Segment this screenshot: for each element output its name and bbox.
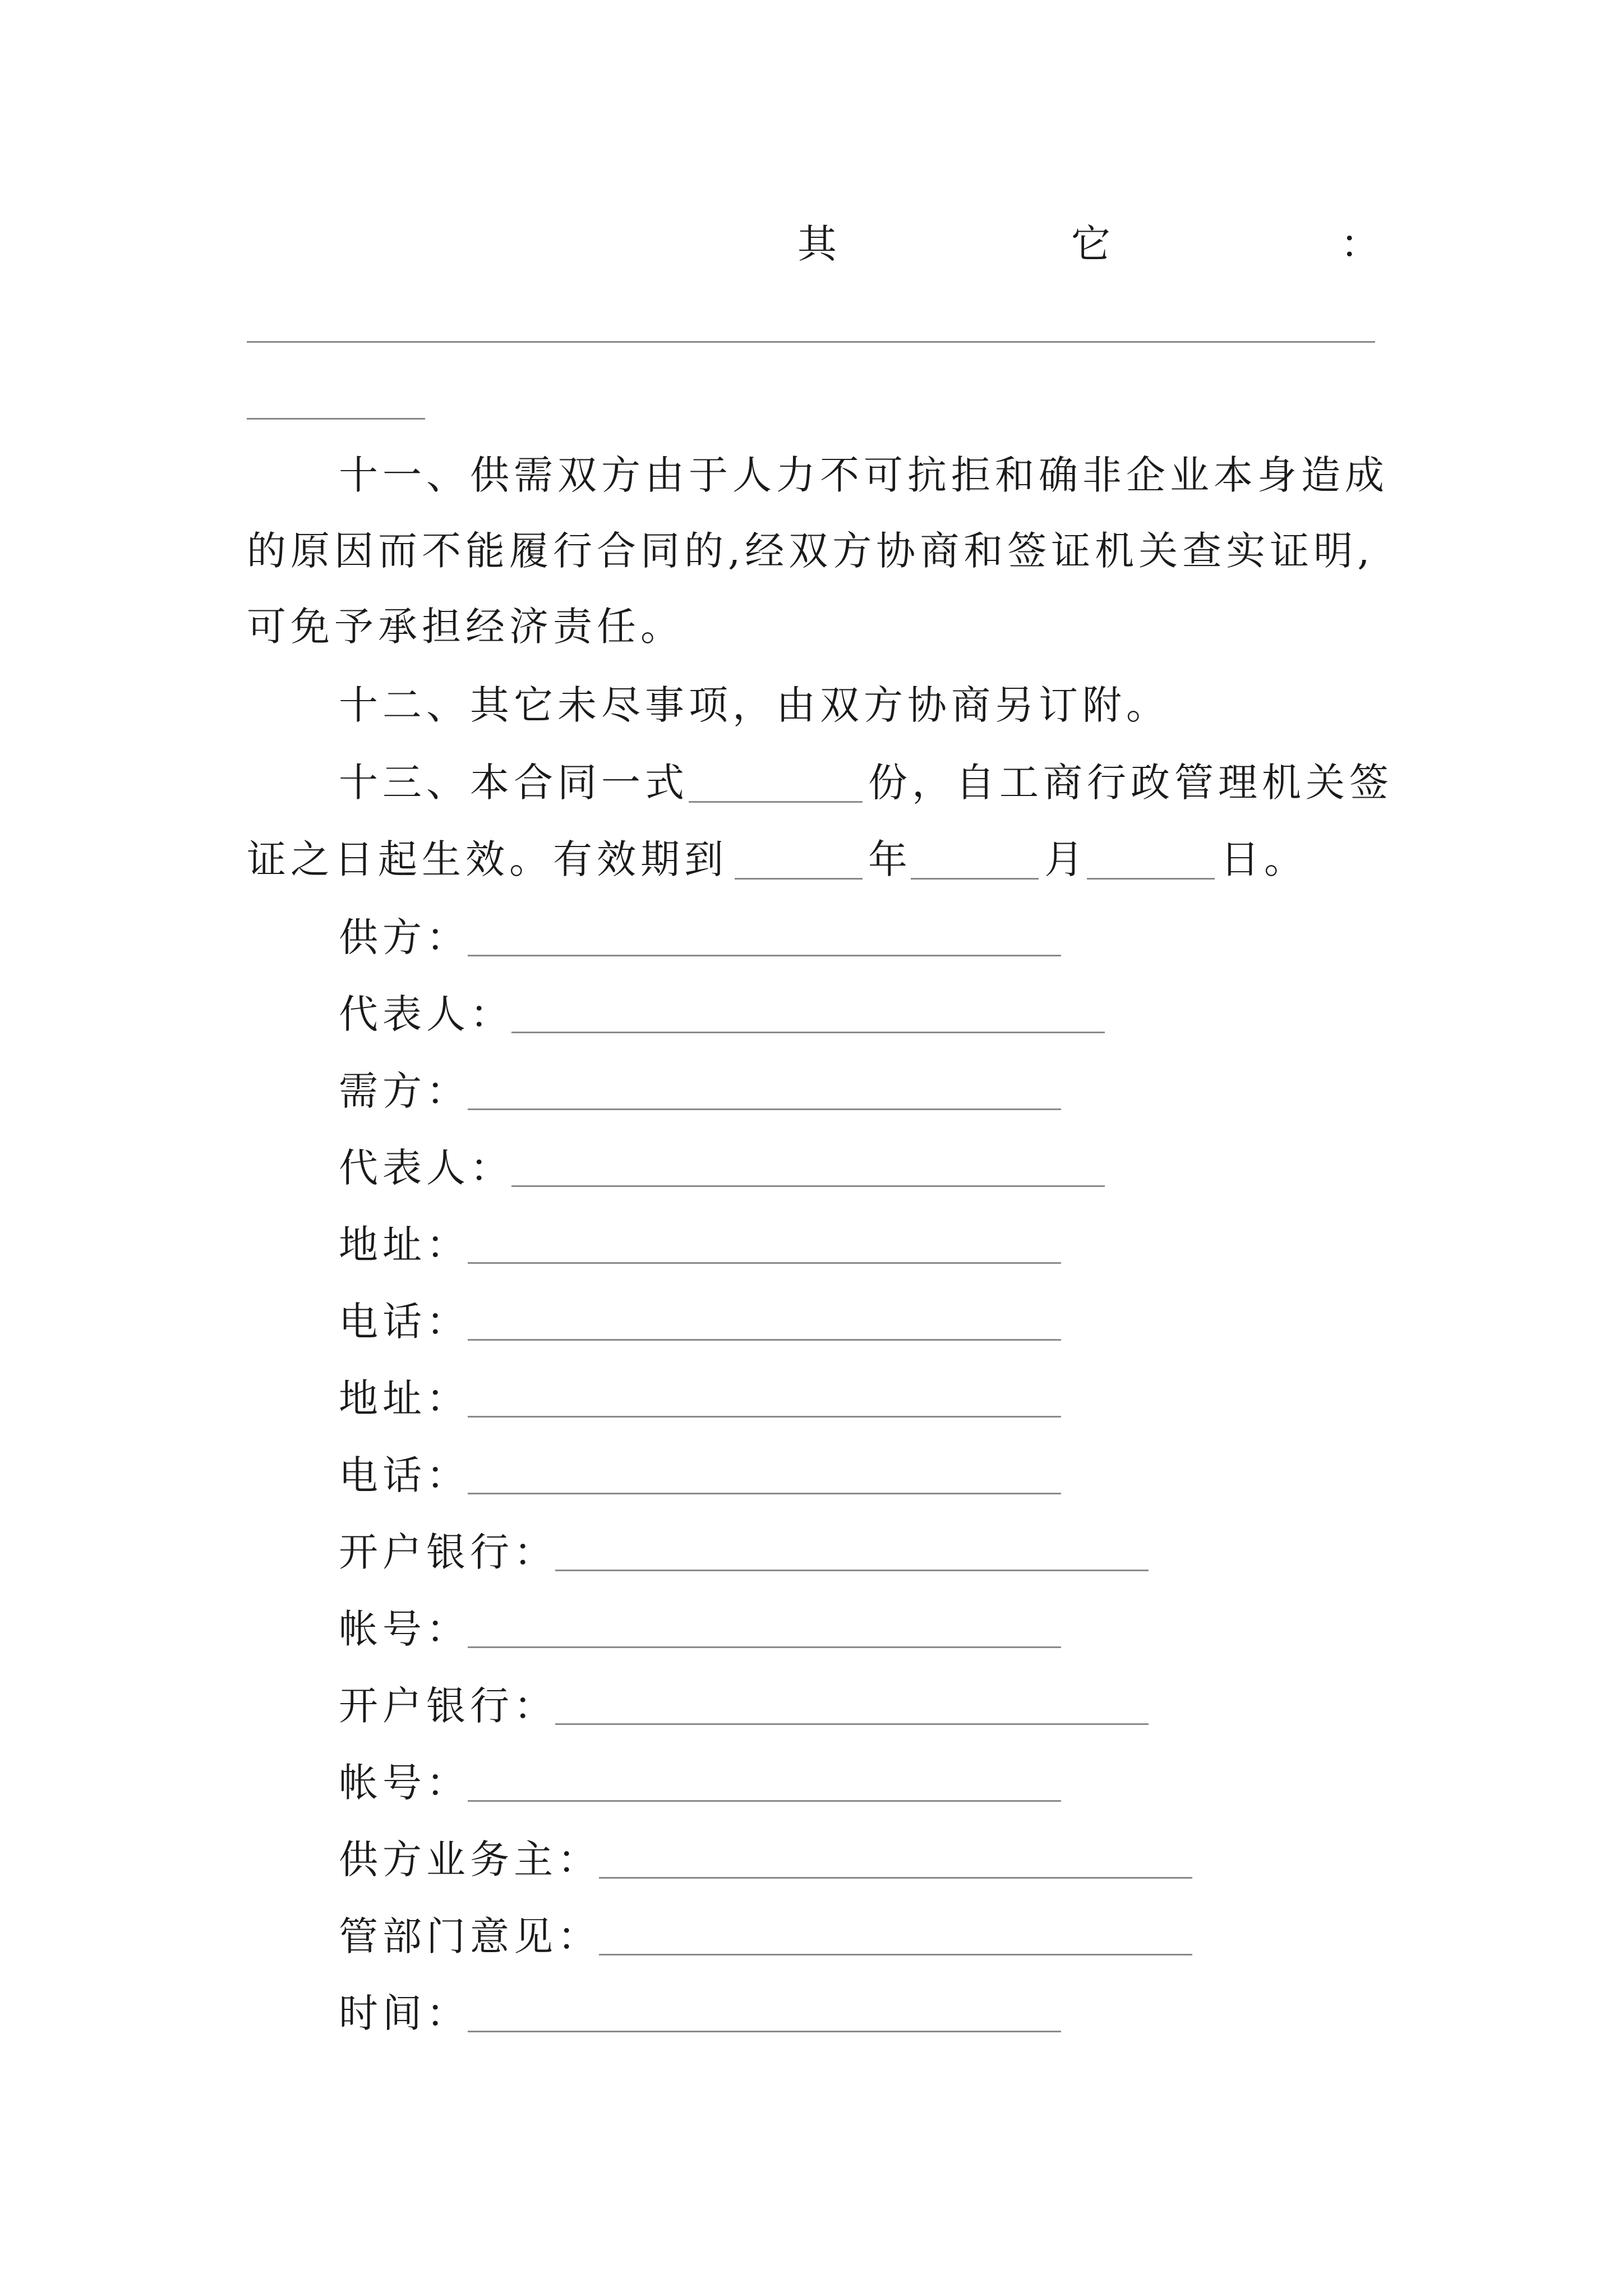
bank-2-input-line[interactable]: [555, 1723, 1149, 1725]
buyer-rep-input-line[interactable]: [511, 1185, 1105, 1187]
year-label: 年: [868, 836, 912, 882]
buyer-input-line[interactable]: [468, 1108, 1061, 1110]
field-label: 地址：: [339, 1375, 470, 1421]
supplier-rep-input-line[interactable]: [511, 1032, 1105, 1033]
other-char-1: 其: [797, 221, 841, 267]
day-label: 日。: [1220, 836, 1308, 882]
supplier-business-input-line[interactable]: [599, 1877, 1192, 1879]
clause-13-prefix: 十三、本合同一式: [339, 760, 689, 806]
month-label: 月: [1044, 836, 1088, 882]
clause-11-line-1: 十一、供需双方由于人力不可抗拒和确非企业本身造成: [339, 452, 1389, 498]
phone-1-input-line[interactable]: [468, 1339, 1061, 1341]
field-label: 时间：: [339, 1990, 470, 2036]
phone-2-input-line[interactable]: [468, 1493, 1061, 1494]
other-blank-line-2[interactable]: [247, 418, 425, 420]
clause-13-line-2: 证之日起生效。有效期到: [247, 836, 728, 882]
clause-12: 十二、其它未尽事项，由双方协商另订附。: [339, 682, 1170, 728]
field-label: 代表人：: [339, 991, 514, 1037]
field-label: 帐号：: [339, 1760, 470, 1806]
field-label: 代表人：: [339, 1145, 514, 1191]
supplier-input-line[interactable]: [468, 955, 1061, 956]
account-1-input-line[interactable]: [468, 1646, 1061, 1648]
field-label: 地址：: [339, 1222, 470, 1268]
clause-11-line-3: 可免予承担经济责任。: [247, 604, 684, 650]
bank-1-input-line[interactable]: [555, 1570, 1149, 1571]
field-label: 管部门意见：: [339, 1913, 601, 1959]
field-label: 开户银行：: [339, 1529, 557, 1575]
time-input-line[interactable]: [468, 2031, 1061, 2032]
day-blank[interactable]: [1087, 878, 1215, 880]
other-colon: ：: [1340, 221, 1384, 267]
field-label: 电话：: [339, 1299, 470, 1345]
field-label: 供方业务主：: [339, 1837, 601, 1883]
field-label: 需方：: [339, 1068, 470, 1114]
address-1-input-line[interactable]: [468, 1262, 1061, 1264]
other-blank-line-1[interactable]: [247, 341, 1375, 343]
field-label: 帐号：: [339, 1606, 470, 1652]
clause-11-line-2: 的原因而不能履行合同的,经双方协商和签证机关查实证明,: [247, 528, 1375, 574]
copies-blank[interactable]: [689, 801, 863, 803]
field-label: 供方：: [339, 914, 470, 960]
month-blank[interactable]: [911, 878, 1039, 880]
field-label: 电话：: [339, 1452, 470, 1498]
field-label: 开户银行：: [339, 1683, 557, 1729]
dept-opinion-input-line[interactable]: [599, 1954, 1192, 1955]
other-char-2: 它: [1071, 221, 1115, 267]
clause-13-mid: 份，自工商行政管理机关签: [868, 760, 1393, 806]
address-2-input-line[interactable]: [468, 1416, 1061, 1418]
account-2-input-line[interactable]: [468, 1800, 1061, 1802]
year-blank[interactable]: [735, 878, 863, 880]
